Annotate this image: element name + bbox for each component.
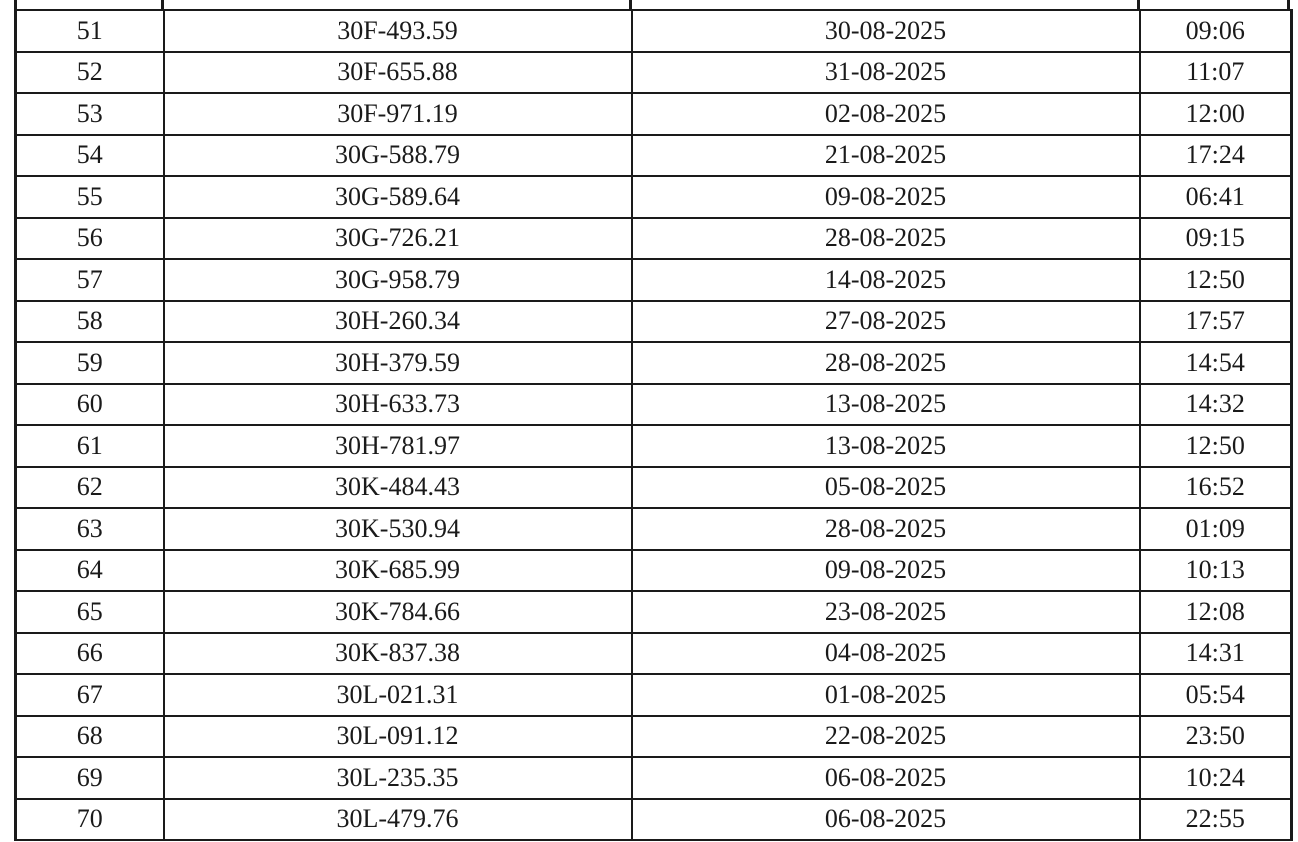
time-cell: 01:09 [1140, 508, 1292, 550]
row-index-cell: 57 [16, 259, 164, 301]
time-cell: 09:15 [1140, 218, 1292, 260]
time-cell: 14:31 [1140, 633, 1292, 675]
row-index-cell: 70 [16, 799, 164, 841]
time-cell: 11:07 [1140, 52, 1292, 94]
row-index-cell: 55 [16, 176, 164, 218]
date-cell: 13-08-2025 [632, 384, 1140, 426]
table-row [16, 467, 1292, 509]
time-cell: 12:50 [1140, 425, 1292, 467]
time-cell: 16:52 [1140, 467, 1292, 509]
date-cell: 14-08-2025 [632, 259, 1140, 301]
time-cell: 12:08 [1140, 591, 1292, 633]
row-index-cell: 52 [16, 52, 164, 94]
date-cell: 21-08-2025 [632, 135, 1140, 177]
table-row [16, 425, 1292, 467]
date-cell: 02-08-2025 [632, 93, 1140, 135]
time-cell: 14:54 [1140, 342, 1292, 384]
date-cell: 04-08-2025 [632, 633, 1140, 675]
table-row [16, 633, 1292, 675]
plate-number-cell: 30F-655.88 [164, 52, 632, 94]
table-row [16, 757, 1292, 799]
row-index-cell: 63 [16, 508, 164, 550]
time-cell: 10:13 [1140, 550, 1292, 592]
row-index-cell: 64 [16, 550, 164, 592]
date-cell: 09-08-2025 [632, 550, 1140, 592]
row-index-cell: 68 [16, 716, 164, 758]
plate-number-cell: 30L-021.31 [164, 674, 632, 716]
date-cell: 28-08-2025 [632, 342, 1140, 384]
row-index-cell: 65 [16, 591, 164, 633]
date-cell: 22-08-2025 [632, 716, 1140, 758]
date-cell: 06-08-2025 [632, 799, 1140, 841]
plate-number-cell: 30L-479.76 [164, 799, 632, 841]
records-table-body [16, 10, 1292, 840]
plate-number-cell: 30H-633.73 [164, 384, 632, 426]
plate-number-cell: 30H-379.59 [164, 342, 632, 384]
time-cell: 17:24 [1140, 135, 1292, 177]
row-index-cell: 62 [16, 467, 164, 509]
table-row [16, 176, 1292, 218]
plate-number-cell: 30H-781.97 [164, 425, 632, 467]
plate-number-cell: 30L-235.35 [164, 757, 632, 799]
time-cell: 10:24 [1140, 757, 1292, 799]
date-cell: 09-08-2025 [632, 176, 1140, 218]
table-row [16, 218, 1292, 260]
date-cell: 31-08-2025 [632, 52, 1140, 94]
row-index-cell: 51 [16, 10, 164, 52]
date-cell: 06-08-2025 [632, 757, 1140, 799]
plate-number-cell: 30K-530.94 [164, 508, 632, 550]
table-row [16, 550, 1292, 592]
table-row [16, 674, 1292, 716]
records-table [14, 9, 1293, 841]
plate-number-cell: 30K-484.43 [164, 467, 632, 509]
time-cell: 17:57 [1140, 301, 1292, 343]
plate-number-cell: 30K-685.99 [164, 550, 632, 592]
plate-number-cell: 30L-091.12 [164, 716, 632, 758]
table-row [16, 52, 1292, 94]
table-row [16, 384, 1292, 426]
row-index-cell: 69 [16, 757, 164, 799]
table-row [16, 135, 1292, 177]
table-row [16, 93, 1292, 135]
row-index-cell: 60 [16, 384, 164, 426]
time-cell: 12:00 [1140, 93, 1292, 135]
time-cell: 12:50 [1140, 259, 1292, 301]
row-index-cell: 56 [16, 218, 164, 260]
row-index-cell: 67 [16, 674, 164, 716]
plate-number-cell: 30G-588.79 [164, 135, 632, 177]
table-row [16, 508, 1292, 550]
row-index-cell: 66 [16, 633, 164, 675]
date-cell: 28-08-2025 [632, 508, 1140, 550]
row-index-cell: 54 [16, 135, 164, 177]
row-index-cell: 53 [16, 93, 164, 135]
date-cell: 13-08-2025 [632, 425, 1140, 467]
table-row [16, 301, 1292, 343]
date-cell: 30-08-2025 [632, 10, 1140, 52]
plate-number-cell: 30F-971.19 [164, 93, 632, 135]
date-cell: 28-08-2025 [632, 218, 1140, 260]
table-row [16, 591, 1292, 633]
time-cell: 23:50 [1140, 716, 1292, 758]
table-row [16, 716, 1292, 758]
row-index-cell: 59 [16, 342, 164, 384]
plate-number-cell: 30G-589.64 [164, 176, 632, 218]
time-cell: 22:55 [1140, 799, 1292, 841]
time-cell: 14:32 [1140, 384, 1292, 426]
date-cell: 23-08-2025 [632, 591, 1140, 633]
table-row [16, 799, 1292, 841]
plate-number-cell: 30F-493.59 [164, 10, 632, 52]
time-cell: 06:41 [1140, 176, 1292, 218]
plate-number-cell: 30K-784.66 [164, 591, 632, 633]
date-cell: 01-08-2025 [632, 674, 1140, 716]
table-row [16, 10, 1292, 52]
table-row [16, 342, 1292, 384]
plate-number-cell: 30H-260.34 [164, 301, 632, 343]
plate-number-cell: 30G-958.79 [164, 259, 632, 301]
time-cell: 05:54 [1140, 674, 1292, 716]
plate-number-cell: 30K-837.38 [164, 633, 632, 675]
date-cell: 27-08-2025 [632, 301, 1140, 343]
row-index-cell: 61 [16, 425, 164, 467]
time-cell: 09:06 [1140, 10, 1292, 52]
row-index-cell: 58 [16, 301, 164, 343]
date-cell: 05-08-2025 [632, 467, 1140, 509]
table-row [16, 259, 1292, 301]
document-page [14, 0, 1290, 842]
plate-number-cell: 30G-726.21 [164, 218, 632, 260]
